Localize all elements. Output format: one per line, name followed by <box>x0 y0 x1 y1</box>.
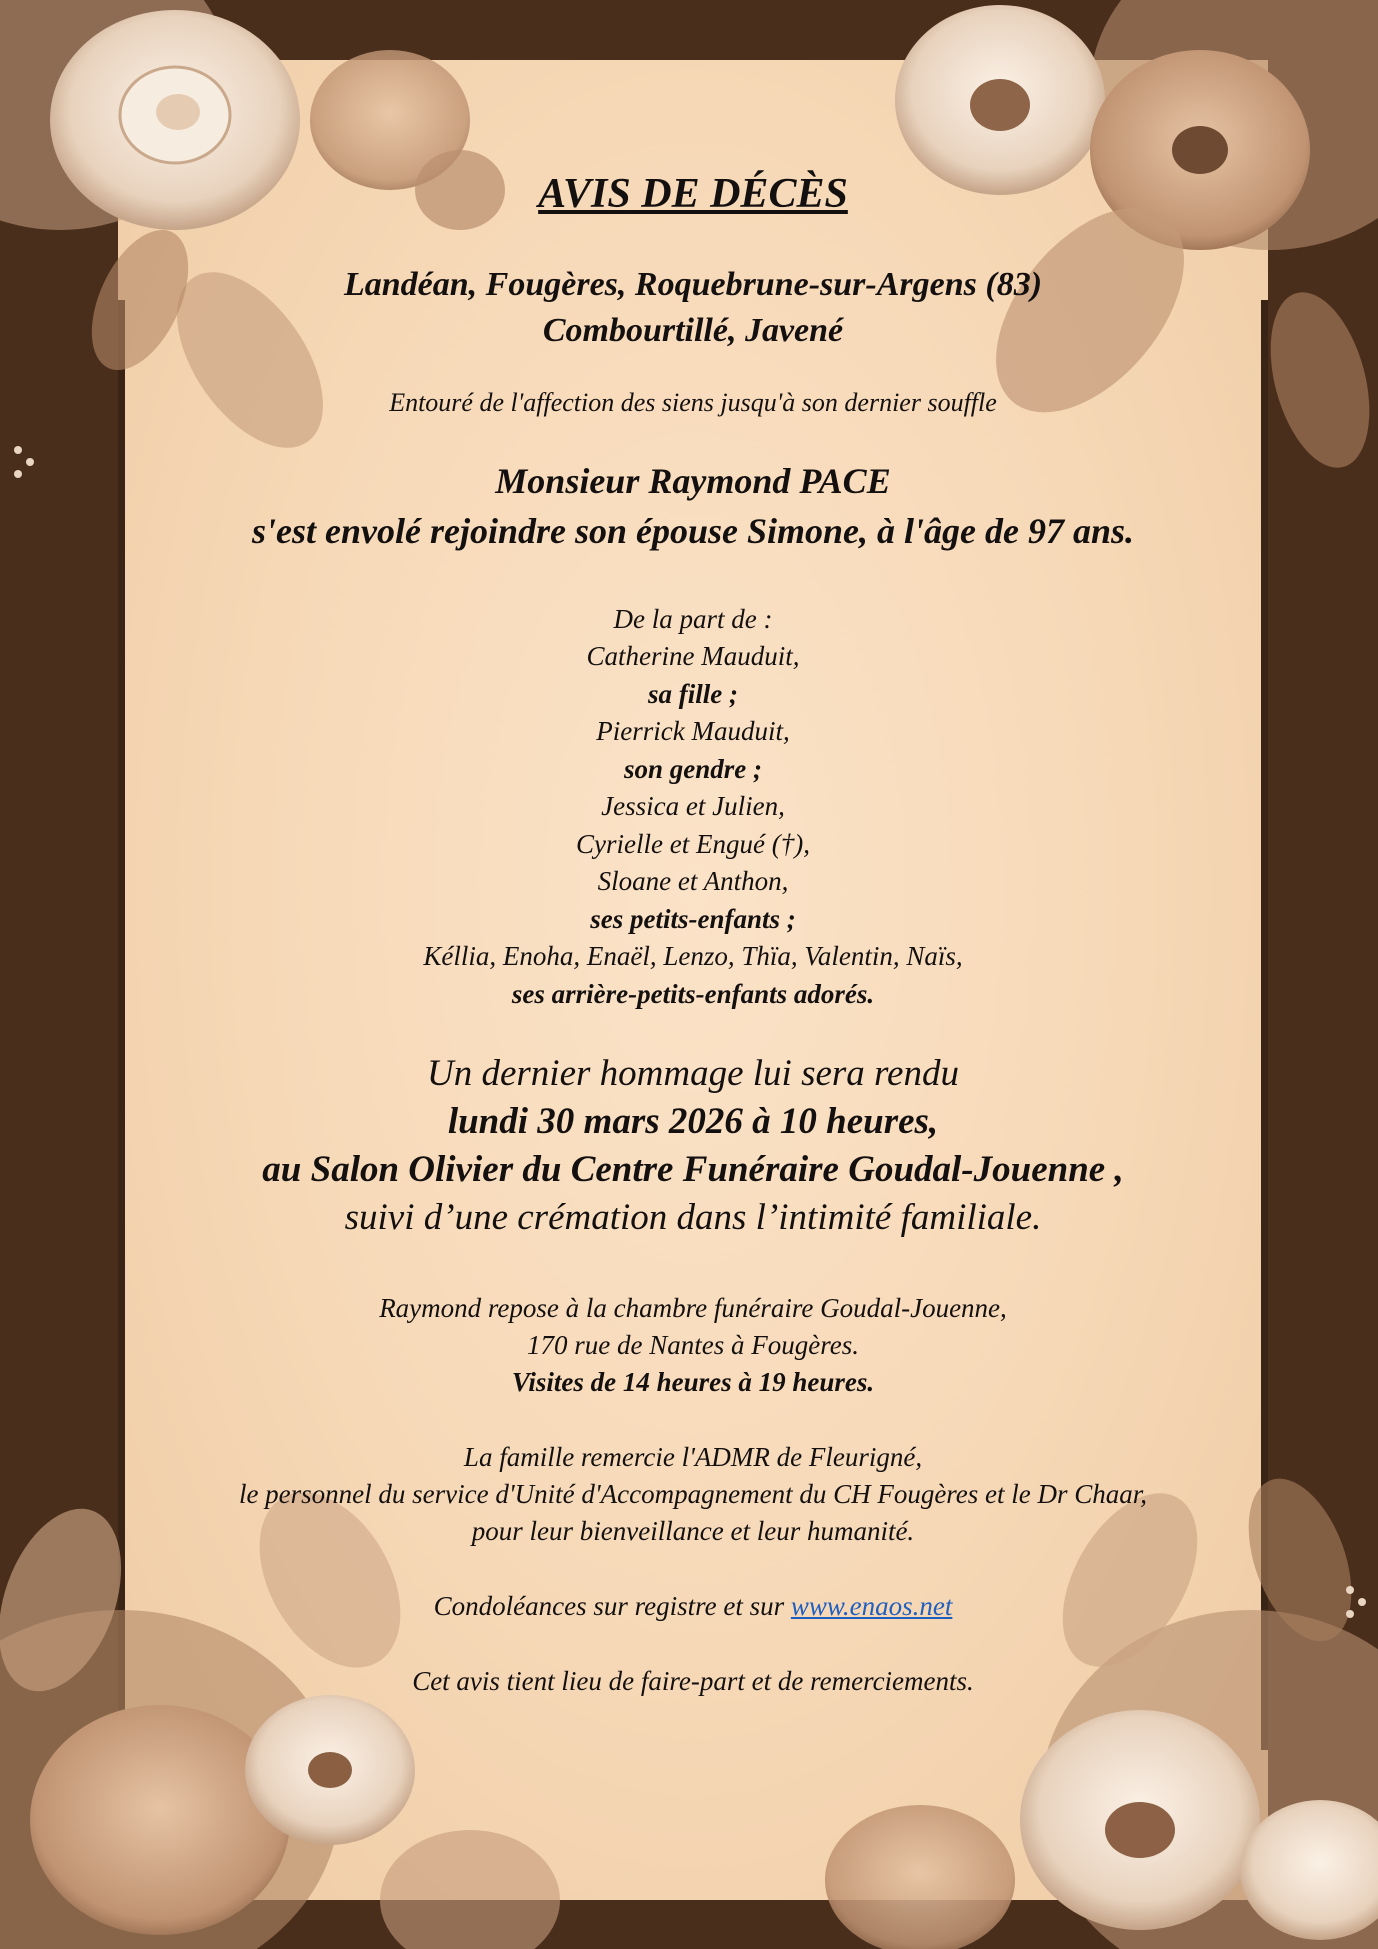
family-heading: De la part de : <box>613 604 773 634</box>
family-line: Sloane et Anthon, <box>597 866 789 896</box>
page-title: AVIS DE DÉCÈS <box>538 171 848 217</box>
ceremony-line-4: suivi d’une crémation dans l’intimité familiale. <box>344 1197 1042 1238</box>
condolences-link[interactable]: www.enaos.net <box>790 1591 953 1621</box>
thanks-line-3: pour leur bienveillance et leur humanité. <box>471 1516 915 1546</box>
ceremony-line-1: Un dernier hommage lui sera rendu <box>427 1053 959 1094</box>
family-line: Catherine Mauduit, <box>586 641 800 671</box>
death-statement: s'est envolé rejoindre son épouse Simone, à l'âge de 97 ans. <box>252 511 1134 551</box>
family-line: sa fille ; <box>648 678 738 709</box>
family-line: ses petits-enfants ; <box>590 903 796 934</box>
family-line: Jessica et Julien, <box>601 791 785 821</box>
family-line: Cyrielle et Engué (†), <box>576 828 810 859</box>
condolences-line <box>118 1591 1268 1622</box>
places-line-1: Landéan, Fougères, Roquebrune-sur-Argens (83) <box>343 266 1043 303</box>
family-line: Pierrick Mauduit, <box>596 716 790 746</box>
viewing-hours: Visites de 14 heures à 19 heures. <box>511 1367 875 1397</box>
deceased-name: Monsieur Raymond PACE <box>495 461 891 501</box>
viewing-line-1: Raymond repose à la chambre funéraire Goudal-Jouenne, <box>379 1293 1007 1323</box>
ceremony-date: lundi 30 mars 2026 à 10 heures, <box>447 1101 939 1142</box>
condolences-text: Condoléances sur registre et sur <box>433 1591 791 1621</box>
family-line: son gendre ; <box>623 753 762 784</box>
thanks-line-2: le personnel du service d'Unité d'Accompagnement du CH Fougères et le Dr Chaar, <box>238 1479 1148 1509</box>
intro-text: Entouré de l'affection des siens jusqu'à son dernier souffle <box>389 388 997 417</box>
family-line: Kéllia, Enoha, Enaël, Lenzo, Thïa, Valentin, Naïs, <box>423 941 963 971</box>
closing-text: Cet avis tient lieu de faire-part et de remerciements. <box>412 1666 974 1696</box>
family-line: ses arrière-petits-enfants adorés. <box>511 978 875 1009</box>
ceremony-location: au Salon Olivier du Centre Funéraire Goudal-Jouenne , <box>262 1149 1124 1190</box>
places-line-2: Combourtillé, Javené <box>542 312 844 349</box>
viewing-address: 170 rue de Nantes à Fougères. <box>527 1330 859 1360</box>
thanks-line-1: La famille remercie l'ADMR de Fleurigné, <box>463 1442 923 1472</box>
